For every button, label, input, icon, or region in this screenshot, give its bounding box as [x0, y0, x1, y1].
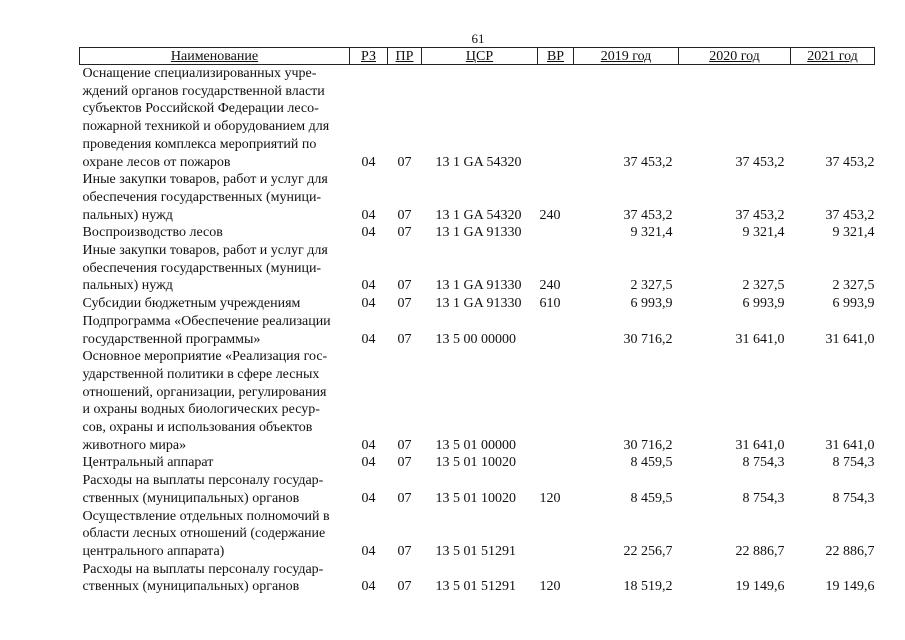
row-vr: 120	[539, 490, 561, 506]
row-pr: 07	[397, 225, 412, 241]
row-2019: 6 993,9	[630, 296, 673, 312]
row-name-line: ственных (муниципальных) органов	[82, 490, 300, 506]
row-name	[80, 171, 350, 224]
row-pr: 07	[397, 543, 412, 559]
row-name-line: Осуществление отдельных полномочий в	[82, 508, 330, 524]
table-row	[80, 171, 875, 224]
row-name	[80, 224, 350, 242]
row-2020: 2 327,5	[742, 278, 785, 294]
row-name-line: государственной программы»	[82, 331, 261, 347]
header-name: Наименование	[80, 48, 350, 65]
row-2021: 6 993,9	[832, 296, 875, 312]
row-pr: 07	[397, 154, 412, 170]
row-csr: 13 5 01 51291	[435, 543, 516, 559]
row-2020: 37 453,2	[735, 154, 785, 170]
row-csr: 13 5 00 00000	[435, 331, 516, 347]
row-name-line: обеспечения государственных (муници-	[82, 189, 322, 205]
row-2020: 22 886,7	[735, 543, 785, 559]
row-csr: 13 1 GA 91330	[435, 225, 522, 241]
row-name-line: Иные закупки товаров, работ и услуг для	[82, 172, 328, 188]
header-rz: РЗ	[350, 48, 388, 65]
row-csr: 13 1 GA 54320	[435, 207, 522, 223]
table-row	[80, 224, 875, 242]
row-name-line: ственных (муниципальных) органов	[82, 579, 300, 595]
row-csr: 13 1 GA 54320	[435, 154, 522, 170]
row-2021: 8 754,3	[832, 490, 875, 506]
row-2019: 2 327,5	[630, 278, 673, 294]
row-rz: 04	[361, 455, 376, 471]
row-2021: 19 149,6	[825, 579, 875, 595]
row-2021: 37 453,2	[825, 207, 875, 223]
row-rz: 04	[361, 207, 376, 223]
row-name-line: субъектов Российской Федерации лесо-	[82, 101, 319, 117]
row-pr: 07	[397, 437, 412, 453]
row-pr: 07	[397, 579, 412, 595]
table-row	[80, 454, 875, 472]
row-2019: 8 459,5	[630, 455, 673, 471]
row-name-line: Оснащение специализированных учре-	[82, 66, 317, 81]
row-2021: 8 754,3	[832, 455, 875, 471]
row-name-line: пальных) нужд	[82, 207, 173, 223]
page-number: 61	[471, 31, 485, 46]
table-row	[80, 242, 875, 295]
budget-table	[79, 47, 875, 596]
row-2019: 37 453,2	[623, 154, 673, 170]
table-row	[80, 65, 875, 172]
row-name	[80, 313, 350, 348]
row-name	[80, 454, 350, 472]
row-csr: 13 1 GA 91330	[435, 296, 522, 312]
row-name-line: центрального аппарата)	[82, 543, 225, 559]
table-row	[80, 348, 875, 454]
row-rz: 04	[361, 278, 376, 294]
row-name-line: Субсидии бюджетным учреждениям	[82, 296, 301, 312]
table-row	[80, 313, 875, 348]
row-2019: 22 256,7	[623, 543, 673, 559]
row-2020: 19 149,6	[735, 579, 785, 595]
row-name	[80, 242, 350, 295]
row-2021: 22 886,7	[825, 543, 875, 559]
table-row	[80, 295, 875, 313]
row-name-line: области лесных отношений (содержание	[82, 526, 326, 542]
header-2020: 2020 год	[679, 48, 791, 65]
row-csr: 13 5 01 10020	[435, 455, 516, 471]
row-pr: 07	[397, 331, 412, 347]
row-rz: 04	[361, 331, 376, 347]
row-name-line: пальных) нужд	[82, 278, 173, 294]
table-row	[80, 472, 875, 507]
row-name-line: Иные закупки товаров, работ и услуг для	[82, 243, 328, 259]
row-vr	[538, 224, 574, 242]
row-2021: 31 641,0	[825, 437, 875, 453]
row-rz: 04	[361, 296, 376, 312]
row-2021: 9 321,4	[832, 225, 875, 241]
row-2019: 8 459,5	[630, 490, 673, 506]
row-vr: 240	[539, 207, 561, 223]
header-2019: 2019 год	[574, 48, 679, 65]
header-2021: 2021 год	[791, 48, 875, 65]
row-name-line: Основное мероприятие «Реализация гос-	[82, 349, 328, 365]
row-vr: 120	[539, 579, 561, 595]
row-2021: 31 641,0	[825, 331, 875, 347]
row-name-line: Воспроизводство лесов	[82, 225, 223, 241]
row-name-line: обеспечения государственных (муници-	[82, 260, 322, 276]
row-2020: 8 754,3	[742, 455, 785, 471]
row-name	[80, 65, 350, 172]
row-2020: 9 321,4	[742, 225, 785, 241]
row-name	[80, 561, 350, 596]
row-pr: 07	[397, 278, 412, 294]
header-row	[80, 48, 875, 65]
header-vr: ВР	[538, 48, 574, 65]
row-name	[80, 295, 350, 313]
header-pr: ПР	[388, 48, 422, 65]
row-name-line: сов, охраны и использования объектов	[82, 420, 313, 436]
row-name-line: Центральный аппарат	[82, 455, 214, 471]
row-name-line: ударственной политики в сфере лесных	[82, 366, 320, 382]
row-name-line: животного мира»	[82, 437, 187, 453]
table-body	[80, 65, 875, 597]
row-2019: 37 453,2	[623, 207, 673, 223]
row-2020: 37 453,2	[735, 207, 785, 223]
row-name-line: Расходы на выплаты персоналу государ-	[82, 473, 324, 489]
row-csr: 13 1 GA 91330	[435, 278, 522, 294]
row-vr: 240	[539, 278, 561, 294]
row-2019: 30 716,2	[623, 437, 673, 453]
row-2020: 6 993,9	[742, 296, 785, 312]
row-vr: 610	[539, 296, 561, 312]
row-name	[80, 348, 350, 454]
row-name-line: Расходы на выплаты персоналу государ-	[82, 561, 324, 577]
row-name-line: отношений, организации, регулирования	[82, 384, 327, 400]
row-vr	[538, 508, 574, 561]
row-csr: 13 5 01 51291	[435, 579, 516, 595]
row-csr: 13 5 01 00000	[435, 437, 516, 453]
row-pr: 07	[397, 296, 412, 312]
row-name-line: ждений органов государственной власти	[82, 83, 325, 99]
row-pr: 07	[397, 490, 412, 506]
table-row	[80, 508, 875, 561]
row-name-line: пожарной техникой и оборудованием для	[82, 119, 330, 135]
row-rz: 04	[361, 154, 376, 170]
row-2019: 18 519,2	[623, 579, 673, 595]
row-vr	[538, 313, 574, 348]
row-pr: 07	[397, 207, 412, 223]
row-name-line: Подпрограмма «Обеспечение реализации	[82, 313, 331, 329]
row-pr: 07	[397, 455, 412, 471]
row-2020: 31 641,0	[735, 437, 785, 453]
row-rz: 04	[361, 437, 376, 453]
row-2020: 31 641,0	[735, 331, 785, 347]
row-vr	[538, 65, 574, 172]
row-2020: 8 754,3	[742, 490, 785, 506]
table-row	[80, 561, 875, 596]
row-name	[80, 508, 350, 561]
row-vr	[538, 348, 574, 454]
header-csr: ЦСР	[422, 48, 538, 65]
row-2019: 30 716,2	[623, 331, 673, 347]
row-vr	[538, 454, 574, 472]
row-2021: 2 327,5	[832, 278, 875, 294]
row-name	[80, 472, 350, 507]
row-rz: 04	[361, 225, 376, 241]
row-2019: 9 321,4	[630, 225, 673, 241]
row-2021: 37 453,2	[825, 154, 875, 170]
table-header	[80, 48, 875, 65]
row-rz: 04	[361, 543, 376, 559]
row-rz: 04	[361, 490, 376, 506]
row-name-line: проведения комплекса мероприятий по	[82, 136, 317, 152]
row-name-line: и охраны водных биологических ресур-	[82, 402, 320, 418]
row-rz: 04	[361, 579, 376, 595]
row-name-line: охране лесов от пожаров	[82, 154, 231, 170]
row-csr: 13 5 01 10020	[435, 490, 516, 506]
